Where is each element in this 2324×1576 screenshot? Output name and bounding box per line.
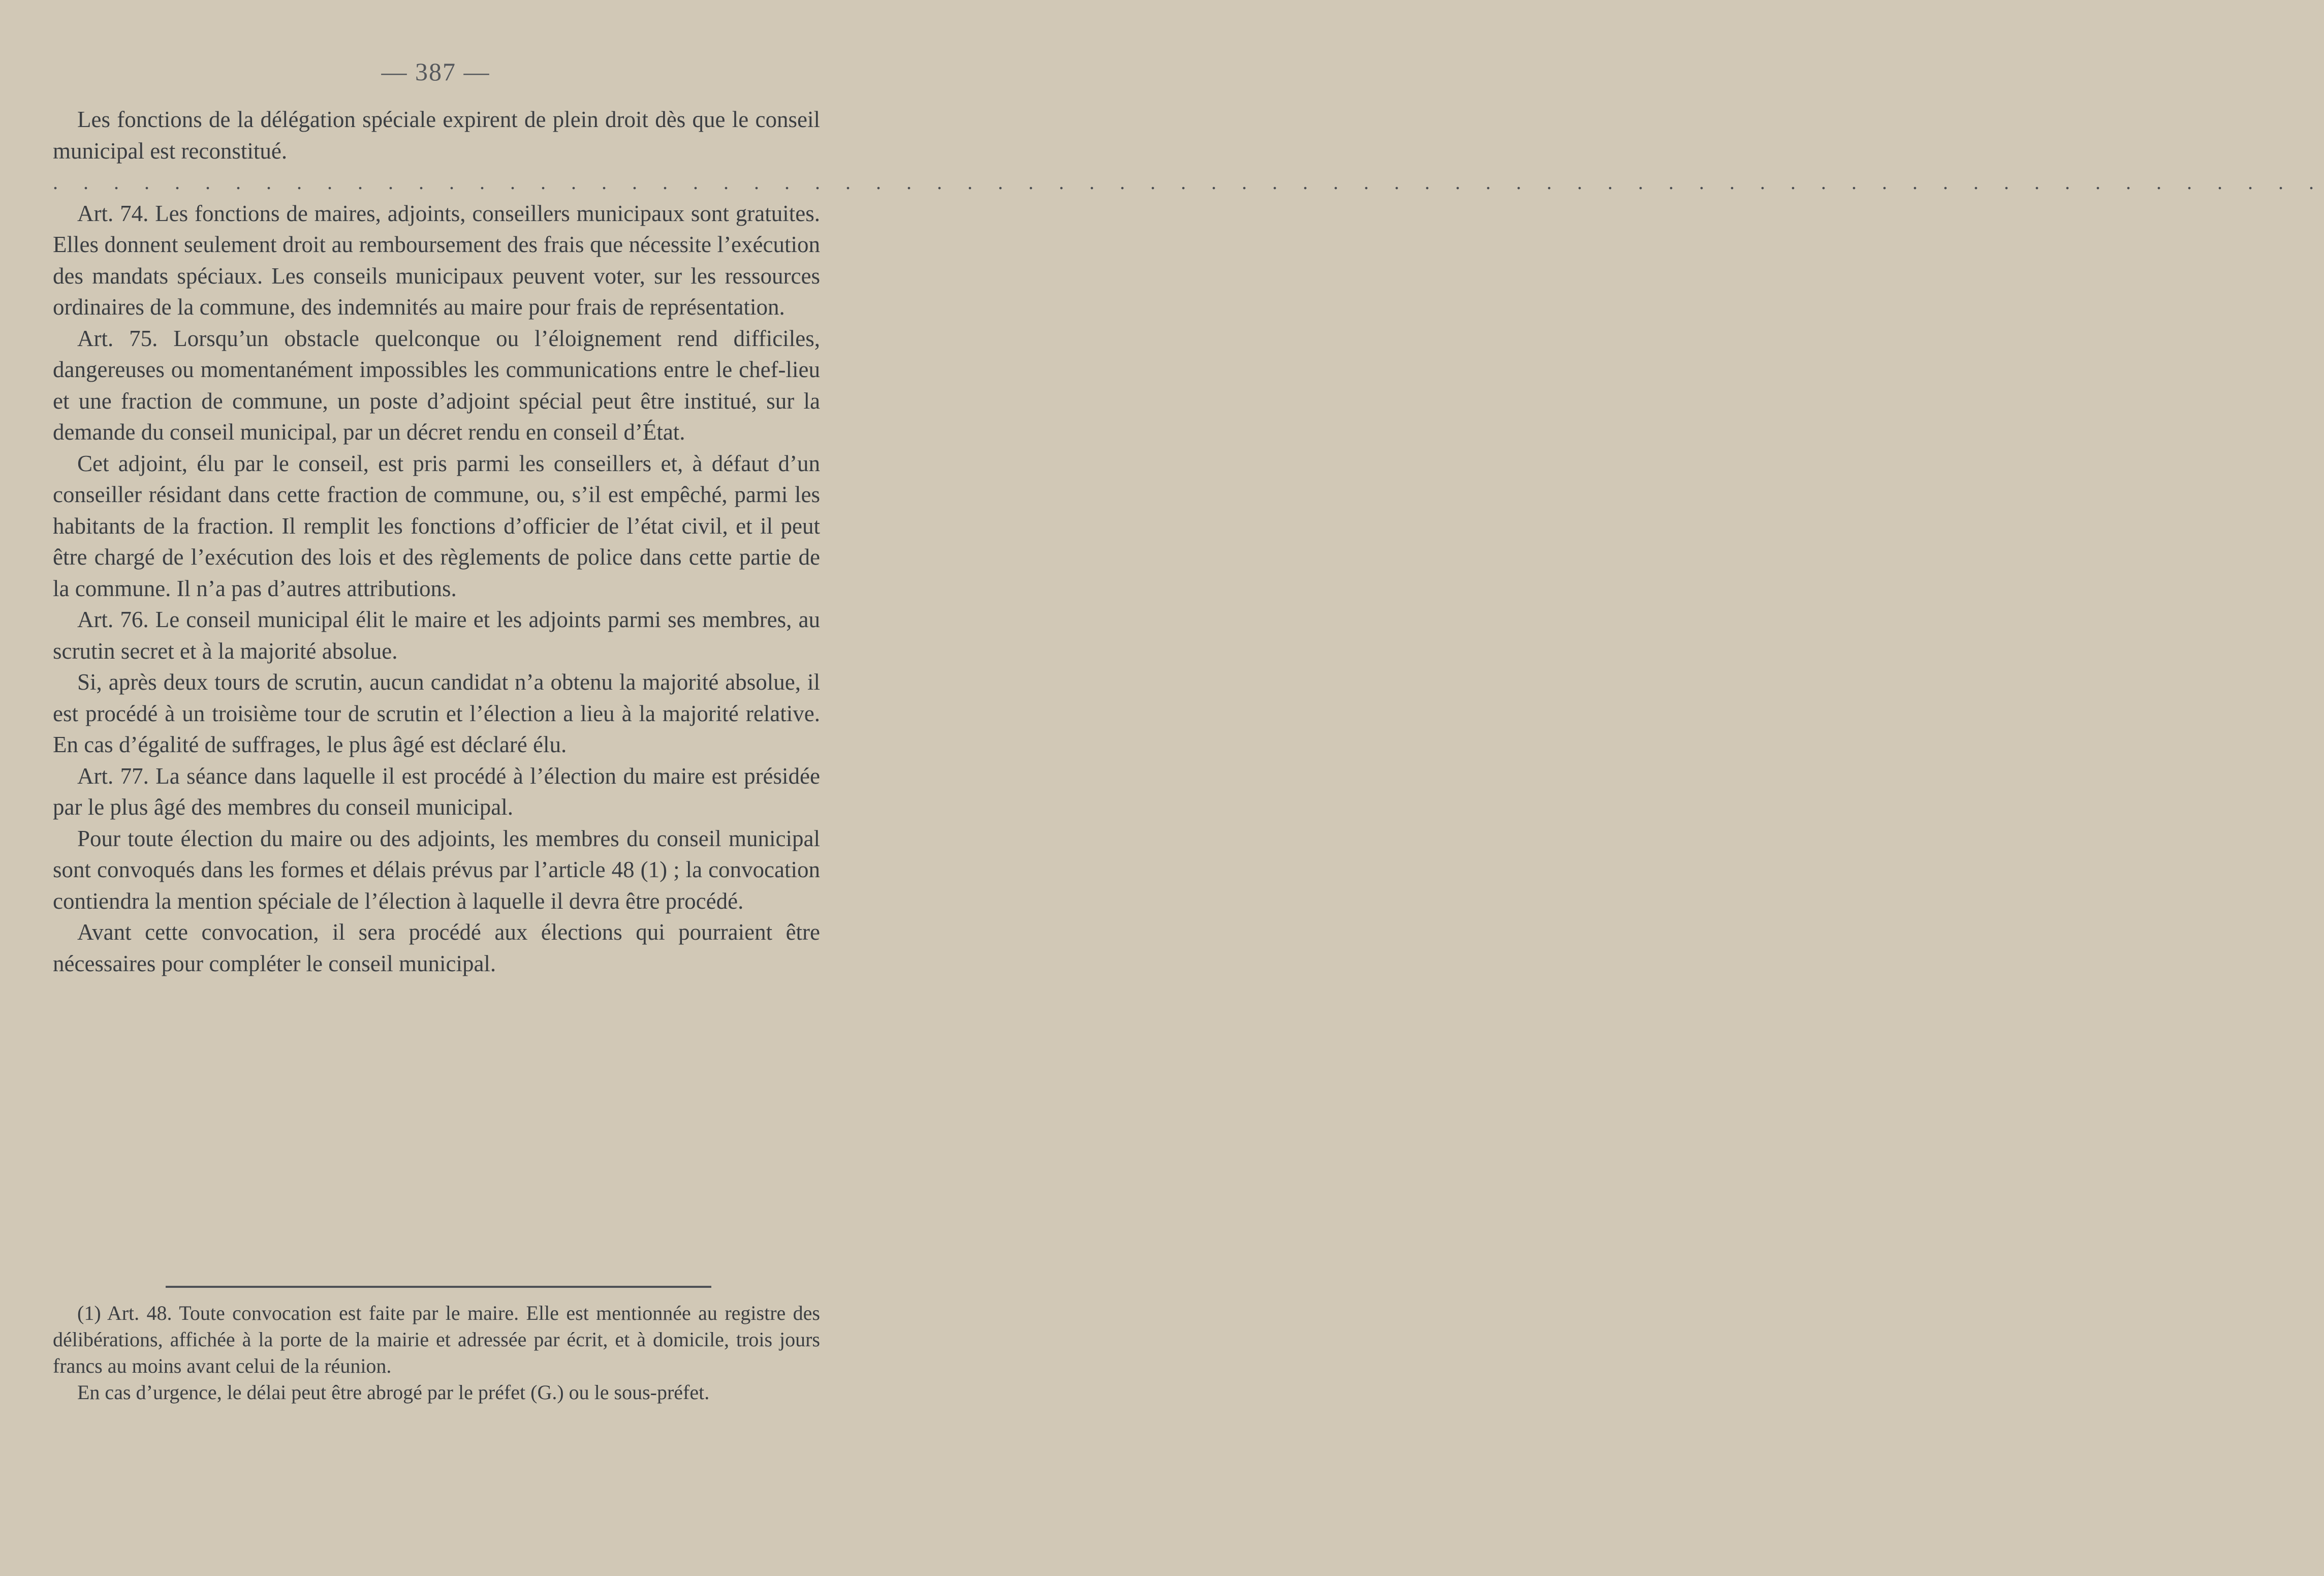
page-number: — 387 — (381, 57, 490, 86)
paragraph-article-75-adjoint: Cet adjoint, élu par le conseil, est pris parmi les conseillers et, à défaut d’un conseiller résidant dans cette fraction de commune, ou, s’il est empêché, parmi les habitants de la fraction. Il remplit les fonctions d’officier de l’état civil, et il peut être chargé de l’exécution des lois et des règlements de police dans cette partie de la commune. Il n’a pas d’autres attributions. (53, 450, 820, 601)
main-text (53, 104, 2324, 979)
paragraph-article-76-scrutin: Si, après deux tours de scrutin, aucun candidat n’a obtenu la majorité absolue, il est procédé à un troisième tour de scrutin et l’élection a lieu à la majorité relative. En cas d’égalité de suffrages, le plus âgé est déclaré élu. (53, 669, 820, 757)
paragraph-article-76: Art. 76. Le conseil municipal élit le maire et les adjoints parmi ses membres, au scrutin secret et à la majorité absolue. (53, 607, 820, 664)
paragraph-delegation-end: Les fonctions de la délégation spéciale expirent de plein droit dès que le conseil municipal est reconstitué. (53, 107, 820, 164)
paragraph-article-77: Art. 77. La séance dans laquelle il est procédé à l’élection du maire est présidée par le plus âgé des membres du conseil municipal. (53, 763, 820, 820)
footnote-urgence: En cas d’urgence, le délai peut être abrogé par le préfet (G.) ou le sous-préfet. (77, 1381, 710, 1404)
footnote-article-48: (1) Art. 48. Toute convocation est faite par le maire. Elle est mentionnée au registre des délibérations, affichée à la porte de la mairie et adressée par écrit, et à domicile, trois jours francs au moins avant celui de la réunion. (53, 1302, 820, 1377)
paragraph-article-77-convocation: Pour toute élection du maire ou des adjoints, les membres du conseil municipal sont convoqués dans les formes et délais prévus par l’article 48 (1) ; la convocation contiendra la mention spéciale de l’élection à laquelle il devra être procédé. (53, 825, 820, 914)
footnote-divider (166, 1286, 711, 1288)
paragraph-article-75: Art. 75. Lorsqu’un obstacle quelconque ou l’éloignement rend difficiles, dangereuses ou momentanément impossibles les communications entre le chef-lieu et une fraction de commune, un poste d’adjoint spécial peut être institué, sur la demande du conseil municipal, par un décret rendu en conseil d’État. (53, 325, 820, 445)
ellipsis-divider: . . . . . . . . . . . . . . . . . . . . . . . . . . . . . . . . . . . . . . . . . . . . . . . . . . . . . . . . . . . . . . . . . . . . . . . . . . . (53, 171, 2324, 194)
paragraph-article-74: Art. 74. Les fonctions de maires, adjoints, conseillers municipaux sont gratuites. Elles donnent seulement droit au remboursement des frais que nécessite l’exécution des mandats spéciaux. Les conseils municipaux peuvent voter, sur les ressources ordinaires de la commune, des indemnités au maire pour frais de représentation. (53, 200, 820, 320)
footnotes (53, 1300, 820, 1406)
paragraph-article-77-elections: Avant cette convocation, il sera procédé aux élections qui pourraient être nécessaires pour compléter le conseil municipal. (53, 919, 820, 976)
